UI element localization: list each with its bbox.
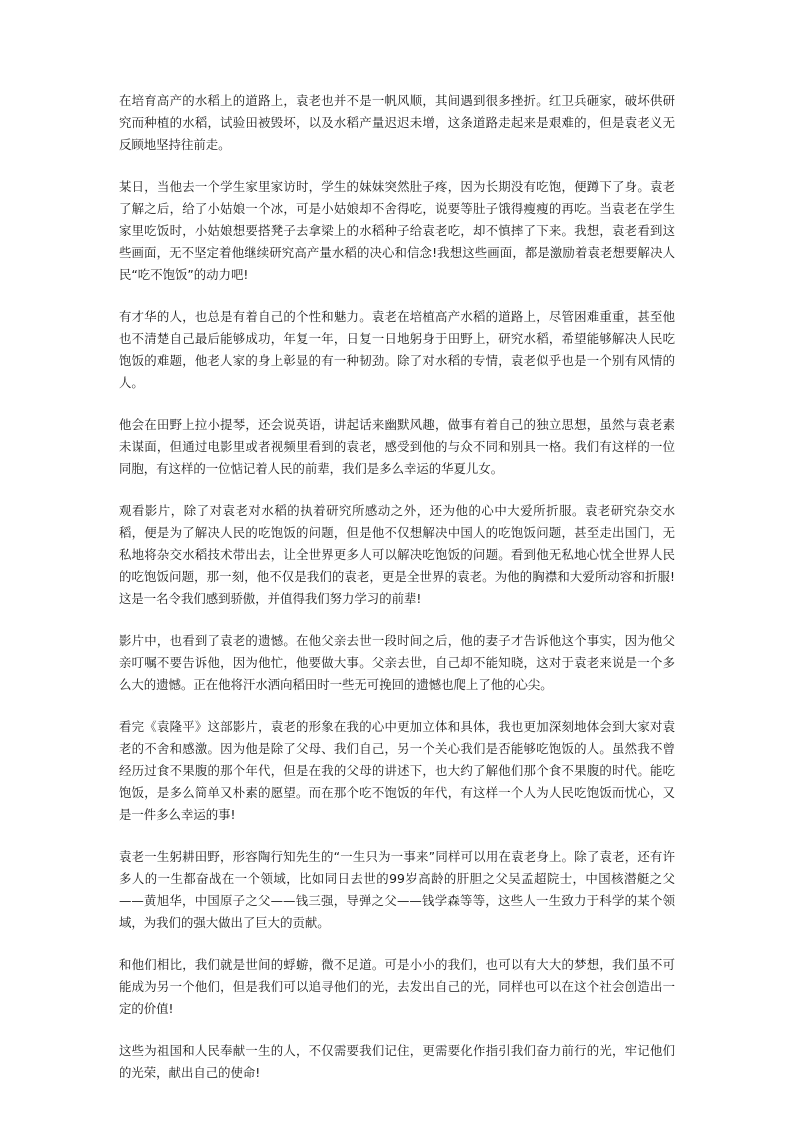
paragraph-6: 影片中，也看到了袁老的遗憾。在他父亲去世一段时间之后，他的妻子才告诉他这个事实，因为他父亲叮嘱不要告诉他，因为他忙，他要做大事。父亲去世，自己却不能知晓，这对于袁老来说是一个多么大的遗憾。正在他将汗水洒向稻田时一些无可挽回的遗憾也爬上了他的心尖。 — [119, 633, 675, 692]
paragraph-1: 在培育高产的水稻上的道路上，袁老也并不是一帆风顺，其间遇到很多挫折。红卫兵砸家，破坏供研究而种植的水稻，试验田被毁坏，以及水稻产量迟迟未增，这条道路走起来是艰难的，但是袁老义无反顾地坚持往前走。 — [119, 93, 675, 152]
paragraph-3: 有才华的人，也总是有着自己的个性和魅力。袁老在培植高产水稻的道路上，尽管困难重重，甚至他也不清楚自己最后能够成功，年复一年，日复一日地躬身于田野上，研究水稻，希望能够解决人民吃饱饭的难题，他老人家的身上彰显的有一种韧劲。除了对水稻的专情，袁老似乎也是一个别有风情的人。 — [119, 309, 675, 390]
paragraph-8: 袁老一生躬耕田野，形容陶行知先生的“一生只为一事来”同样可以用在袁老身上。除了袁老，还有许多人的一生都奋战在一个领域，比如同日去世的99岁高龄的肝胆之父吴孟超院士，中国核潜艇之父——黄旭华，中国原子之父——钱三强，导弹之父——钱学森等等，这些人一生致力于科学的某个领域，为我们的强大做出了巨大的贡献。 — [119, 849, 675, 930]
paragraph-4: 他会在田野上拉小提琴，还会说英语，讲起话来幽默风趣，做事有着自己的独立思想，虽然与袁老素未谋面，但通过电影里或者视频里看到的袁老，感受到他的与众不同和别具一格。我们有这样的一位同胞，有这样的一位惦记着人民的前辈，我们是多么幸运的华夏儿女。 — [119, 417, 675, 476]
document-body — [119, 90, 675, 1104]
paragraph-10: 这些为祖国和人民奉献一生的人，不仅需要我们记住，更需要化作指引我们奋力前行的光，牢记他们的光荣，献出自己的使命! — [119, 1043, 675, 1080]
paragraph-2: 某日，当他去一个学生家里家访时，学生的妹妹突然肚子疼，因为长期没有吃饱，便蹲下了身。袁老了解之后，给了小姑娘一个冰，可是小姑娘却不舍得吃，说要等肚子饿得瘦瘦的再吃。当袁老在学生家里吃饭时，小姑娘想要搭凳子去拿梁上的水稻种子给袁老吃，却不慎摔了下来。我想，袁老看到这些画面，无不坚定着他继续研究高产量水稻的决心和信念!我想这些画面，都是激励着袁老想要解决人民“吃不饱饭”的动力吧! — [119, 179, 675, 282]
paragraph-5: 观看影片，除了对袁老对水稻的执着研究所感动之外，还为他的心中大爱所折服。袁老研究杂交水稻，便是为了解决人民的吃饱饭的问题，但是他不仅想解决中国人的吃饱饭问题，甚至走出国门，无私地将杂交水稻技术带出去，让全世界更多人可以解决吃饱饭的问题。看到他无私地心忧全世界人民的吃饱饭问题，那一刻，他不仅是我们的袁老，更是全世界的袁老。为他的胸襟和大爱所动容和折服!这是一名令我们感到骄傲，并值得我们努力学习的前辈! — [119, 503, 675, 606]
paragraph-7: 看完《袁隆平》这部影片，袁老的形象在我的心中更加立体和具体，我也更加深刻地体会到大家对袁老的不舍和感激。因为他是除了父母、我们自己，另一个关心我们是否能够吃饱饭的人。虽然我不曾经历过食不果腹的那个年代，但是在我的父母的讲述下，也大约了解他们那个食不果腹的时代。能吃饱饭，是多么简单又朴素的愿望。而在那个吃不饱饭的年代，有这样一个人为人民吃饱饭而忧心，又是一件多么幸运的事! — [119, 719, 675, 822]
paragraph-9: 和他们相比，我们就是世间的蜉蝣，微不足道。可是小小的我们，也可以有大大的梦想，我们虽不可能成为另一个他们，但是我们可以追寻他们的光，去发出自己的光，同样也可以在这个社会创造出一定的价值! — [119, 957, 675, 1016]
